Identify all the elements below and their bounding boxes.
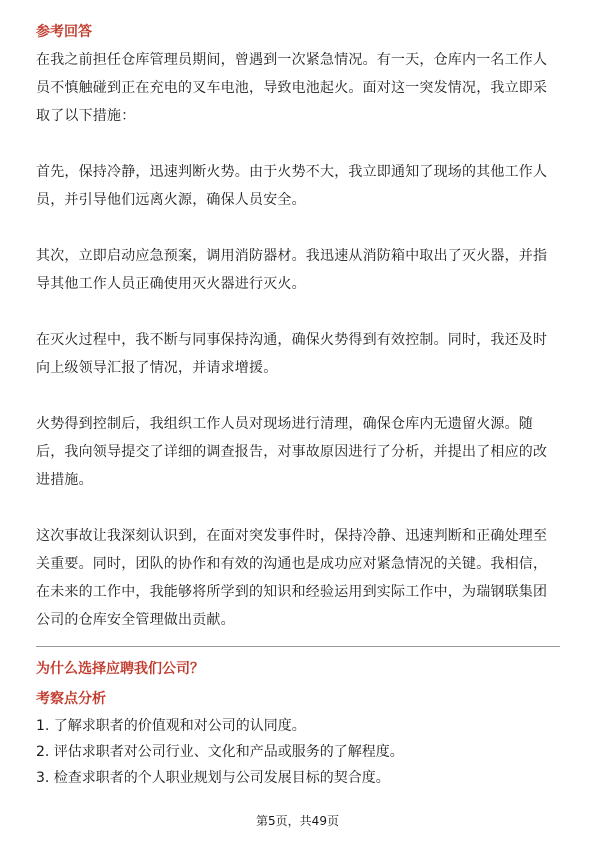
page-number: 第5页，共49页 [256, 814, 339, 828]
answer-paragraph-5: 火势得到控制后，我组织工作人员对现场进行清理，确保仓库内无遗留火源。随后，我向领导提交了详细的调查报告，对事故原因进行了分析，并提出了相应的改进措施。 [36, 416, 548, 488]
answer-paragraph-1: 在我之前担任仓库管理员期间，曾遇到一次紧急情况。有一天，仓库内一名工作人员不慎触碰到正在充电的叉车电池，导致电池起火。面对这一突发情况，我立即采取了以下措施： [36, 52, 548, 124]
answer-paragraph-6: 这次事故让我深刻认识到，在面对突发事件时，保持冷静、迅速判断和正确处理至关重要。同时，团队的协作和有效的沟通也是成功应对紧急情况的关键。我相信，在未来的工作中，我能够将所学到的知识和经验运用到实际工作中，为瑞钢联集团公司的仓库安全管理做出贡献。 [36, 528, 548, 628]
document-page [36, 22, 560, 791]
answer-paragraph-2: 首先，保持冷静，迅速判断火势。由于火势不大，我立即通知了现场的其他工作人员，并引导他们远离火源，确保人员安全。 [36, 164, 548, 208]
answer-paragraph-3: 其次，立即启动应急预案，调用消防器材。我迅速从消防箱中取出了灭火器，并指导其他工作人员正确使用灭火器进行灭火。 [36, 248, 548, 292]
analysis-item-3: 3. 检查求职者的个人职业规划与公司发展目标的契合度。 [36, 770, 390, 786]
analysis-item-1: 1. 了解求职者的价值观和对公司的认同度。 [36, 718, 306, 734]
analysis-item-2: 2. 评估求职者对公司行业、文化和产品或服务的了解程度。 [36, 744, 404, 760]
reference-answer-heading: 参考回答 [36, 24, 92, 40]
answer-paragraph-4: 在灭火过程中，我不断与同事保持沟通，确保火势得到有效控制。同时，我还及时向上级领导汇报了情况，并请求增援。 [36, 332, 548, 376]
analysis-heading: 考察点分析 [36, 691, 106, 707]
question-title: 为什么选择应聘我们公司？ [36, 661, 204, 677]
section-divider [36, 646, 560, 647]
